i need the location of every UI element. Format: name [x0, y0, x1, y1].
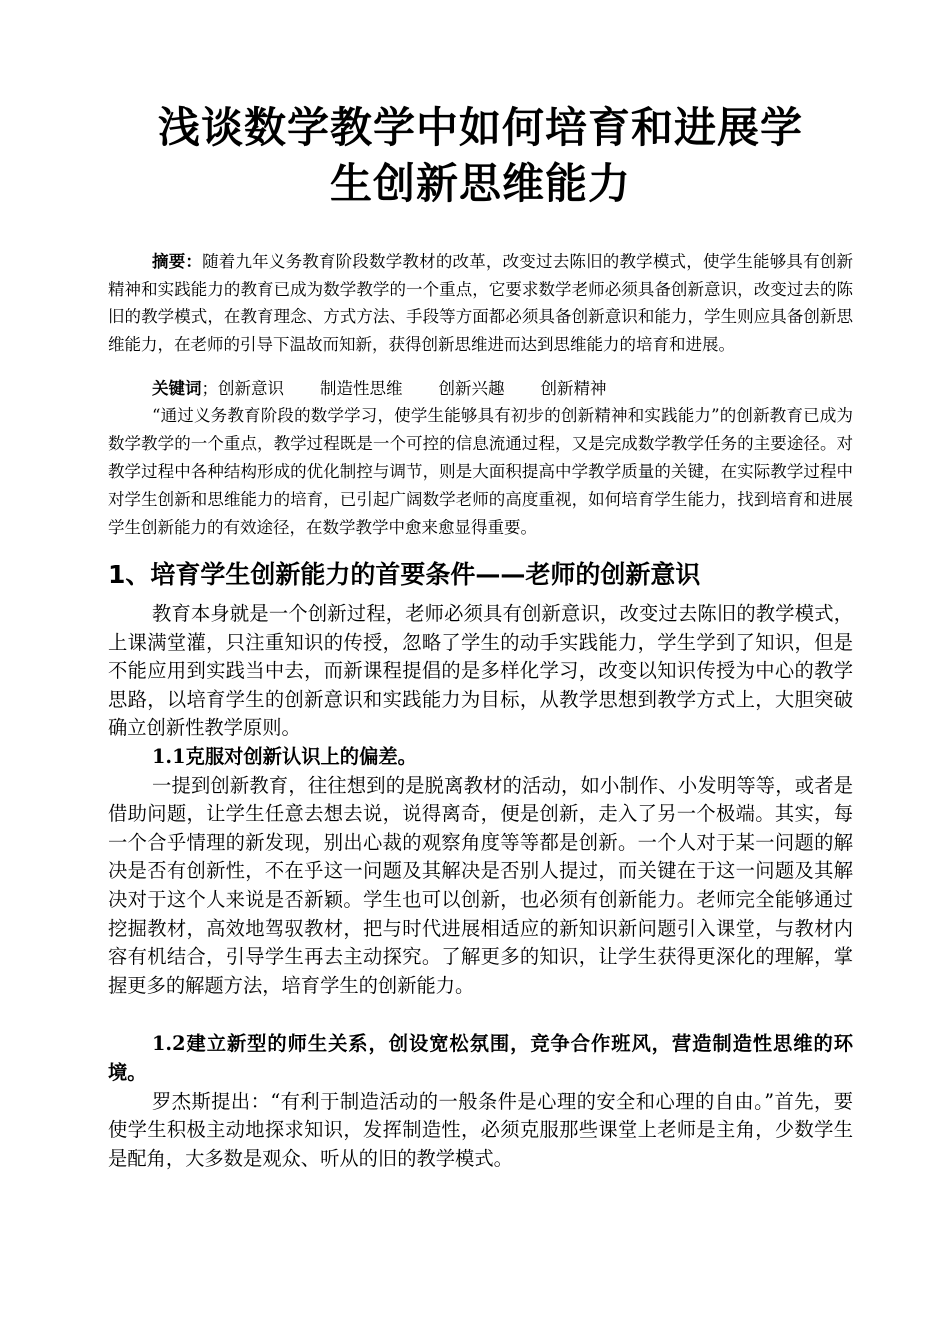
- keywords-separator: ；: [201, 378, 218, 398]
- section-1-heading: 1、培育学生创新能力的首要条件——老师的创新意识: [108, 560, 701, 589]
- section-1-1-paragraph: 一提到创新教育，往往想到的是脱离教材的活动，如小制作、小发明等等，或者是借助问题，让学生任意去想去说，说得离奇，便是创新，走入了另一个极端。其实，每一个合乎情理的新发现，别出心裁的观察角度等等都是创新。一个人对于某一问题的解决是否有创新性，不在乎这一问题及其解决是否别人提过，而关键在于这一问题及其解决对于这个人来说是否新颖。学生也可以创新，也必须有创新能力。老师完全能够通过挖掘教材，高效地驾驭教材，把与时代进展相适应的新知识新问题引入课堂，与教材内容有机结合，引导学生再去主动探究。了解更多的知识，让学生获得更深化的理解，掌握更多的解题方法，培育学生的创新能力。: [108, 773, 853, 997]
- document-page: [108, 100, 853, 1173]
- section-1-1-heading: 1.1克服对创新认识上的偏差。: [152, 744, 417, 768]
- keyword-item: 创新兴趣: [438, 378, 505, 398]
- abstract-label: 摘要：: [152, 252, 203, 271]
- keywords-label: 关键词: [152, 378, 202, 398]
- abstract: [108, 248, 853, 358]
- intro-paragraph: “通过义务教育阶段的数学学习，使学生能够具有初步的创新精神和实践能力”的创新教育已成为数学教学的一个重点，教学过程既是一个可控的信息流通过程，又是完成数学教学任务的主要途径。对教学过程中各种结构形成的优化制控与调节，则是大面积提高中学教学质量的关键，在实际教学过程中对学生创新和思维能力的培育，已引起广阔数学老师的高度重视，如何培育学生能力，找到培育和进展学生创新能力的有效途径，在数学教学中愈来愈显得重要。: [108, 406, 853, 537]
- document-title: [108, 100, 853, 212]
- section-1-2-paragraph: 罗杰斯提出：“有利于制造活动的一般条件是心理的安全和心理的自由。”首先，要使学生积极主动地探求知识，发挥制造性，必须克服那些课堂上老师是主角，少数学生是配角，大多数是观众、听从的旧的教学模式。: [108, 1089, 853, 1170]
- section-1-paragraph: 教育本身就是一个创新过程，老师必须具有创新意识，改变过去陈旧的教学模式，上课满堂灌，只注重知识的传授，忽略了学生的动手实践能力，学生学到了知识，但是不能应用到实践当中去，而新课程提倡的是多样化学习，改变以知识传授为中心的教学思路，以培育学生的创新意识和实践能力为目标，从教学思想到教学方式上，大胆突破确立创新性教学原则。: [108, 602, 853, 740]
- keywords: [108, 375, 853, 403]
- title-line-1: 浅谈数学教学中如何培育和进展学: [157, 103, 803, 152]
- section-1-2-heading: 1.2建立新型的师生关系，创设宽松氛围，竞争合作班风，营造制造性思维的环境。: [108, 1032, 853, 1084]
- keyword-item: 创新精神: [540, 378, 607, 398]
- abstract-text: 随着九年义务教育阶段数学教材的改革，改变过去陈旧的教学模式，使学生能够具有创新精神和实践能力的教育已成为数学教学的一个重点，它要求数学老师必须具备创新意识，改变过去的陈旧的教学模式，在教育理念、方式方法、手段等方面都必须具备创新意识和能力，学生则应具备创新思维能力，在老师的引导下温故而知新，获得创新思维进而达到思维能力的培育和进展。: [108, 252, 854, 354]
- keyword-item: 制造性思维: [320, 378, 403, 398]
- title-line-2: 生创新思维能力: [329, 159, 631, 208]
- keyword-item: 创新意识: [218, 378, 284, 398]
